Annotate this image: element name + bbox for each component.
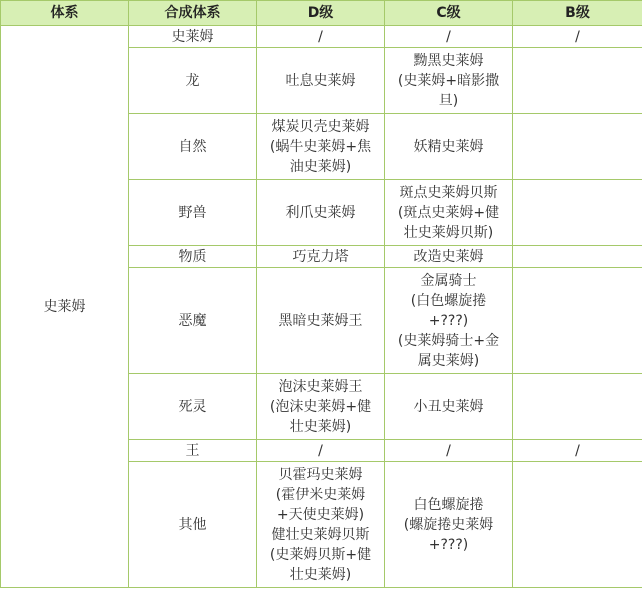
cell-text-line: 属史莱姆)	[417, 352, 480, 369]
cell-text-line: 吐息史莱姆	[285, 72, 356, 89]
header-cell-rank-d: D级	[257, 1, 385, 26]
cell-text-line: (史莱姆+暗影撒	[397, 72, 500, 89]
cell-text-line: 贝霍玛史莱姆	[278, 466, 363, 483]
rank-b-cell	[513, 462, 642, 588]
cell-text-line: /	[446, 442, 451, 459]
cell-text-line: 白色螺旋捲	[413, 496, 484, 513]
rank-c-cell	[385, 180, 513, 246]
rank-c-cell	[385, 26, 513, 48]
cell-text-line: 煤炭贝壳史莱姆	[271, 118, 370, 135]
cell-text-line: /	[575, 28, 580, 45]
rank-c-cell	[385, 374, 513, 440]
cell-text-line: 小丑史莱姆	[413, 398, 484, 415]
rank-b-cell	[513, 268, 642, 374]
rank-d-cell	[257, 246, 385, 268]
cell-text-line: +???)	[428, 312, 469, 329]
rank-d-cell	[257, 114, 385, 180]
cell-text-line: /	[318, 442, 323, 459]
cell-text-line: 斑点史莱姆贝斯	[399, 184, 498, 201]
cell-text-line: 健壮史莱姆贝斯	[271, 526, 370, 543]
rank-b-cell	[513, 440, 642, 462]
subsystem-cell: 史莱姆	[129, 26, 257, 48]
cell-text-line: 壮史莱姆)	[289, 566, 352, 583]
rank-d-cell	[257, 180, 385, 246]
rank-d-cell	[257, 48, 385, 114]
cell-text-line: 黝黑史莱姆	[413, 52, 484, 69]
rank-b-cell	[513, 48, 642, 114]
rank-c-cell	[385, 440, 513, 462]
rank-d-cell	[257, 462, 385, 588]
subsystem-cell: 死灵	[129, 374, 257, 440]
rank-d-cell	[257, 440, 385, 462]
cell-text-line: /	[318, 28, 323, 45]
cell-text-line: (斑点史莱姆+健	[397, 204, 500, 221]
table-row	[1, 26, 642, 48]
cell-text-line: (史莱姆骑士+金	[397, 332, 500, 349]
cell-text-line: /	[446, 28, 451, 45]
cell-text-line: +???)	[428, 536, 469, 553]
header-cell-rank-c: C级	[385, 1, 513, 26]
cell-text-line: 巧克力塔	[292, 248, 349, 265]
rank-d-cell	[257, 268, 385, 374]
cell-text-line: (蜗牛史莱姆+焦	[269, 138, 372, 155]
cell-text-line: 改造史莱姆	[413, 248, 484, 265]
header-cell-rank-b: B级	[513, 1, 642, 26]
rank-d-cell	[257, 374, 385, 440]
subsystem-cell: 恶魔	[129, 268, 257, 374]
cell-text-line: 金属骑士	[420, 272, 477, 289]
rank-c-cell	[385, 246, 513, 268]
rank-c-cell	[385, 114, 513, 180]
subsystem-cell: 其他	[129, 462, 257, 588]
rank-b-cell	[513, 114, 642, 180]
cell-text-line: 壮史莱姆贝斯)	[403, 224, 494, 241]
cell-text-line: (白色螺旋捲	[410, 292, 487, 309]
rank-c-cell	[385, 48, 513, 114]
rank-c-cell	[385, 462, 513, 588]
subsystem-cell: 龙	[129, 48, 257, 114]
subsystem-cell: 王	[129, 440, 257, 462]
cell-text-line: (螺旋捲史莱姆	[403, 516, 494, 533]
rank-b-cell	[513, 374, 642, 440]
header-row	[1, 1, 642, 26]
cell-text-line: (史莱姆贝斯+健	[269, 546, 372, 563]
cell-text-line: +天使史莱姆)	[276, 506, 365, 523]
header-cell-system: 体系	[1, 1, 129, 26]
cell-text-line: 旦)	[438, 92, 459, 109]
cell-text-line: 妖精史莱姆	[413, 138, 484, 155]
cell-text-line: 利爪史莱姆	[285, 204, 356, 221]
cell-text-line: 黑暗史莱姆王	[278, 312, 363, 329]
cell-text-line: 油史莱姆)	[289, 158, 352, 175]
cell-text-line: 壮史莱姆)	[289, 418, 352, 435]
cell-text-line: (泡沫史莱姆+健	[269, 398, 372, 415]
rank-c-cell	[385, 268, 513, 374]
cell-text-line: /	[575, 442, 580, 459]
cell-text-line: (霍伊米史莱姆	[275, 486, 366, 503]
rank-d-cell	[257, 26, 385, 48]
subsystem-cell: 野兽	[129, 180, 257, 246]
header-cell-synthesis-system: 合成体系	[129, 1, 257, 26]
rank-b-cell	[513, 26, 642, 48]
subsystem-cell: 物质	[129, 246, 257, 268]
subsystem-cell: 自然	[129, 114, 257, 180]
rank-b-cell	[513, 246, 642, 268]
group-cell: 史莱姆	[1, 26, 129, 588]
rank-b-cell	[513, 180, 642, 246]
cell-text-line: 泡沫史莱姆王	[278, 378, 363, 395]
